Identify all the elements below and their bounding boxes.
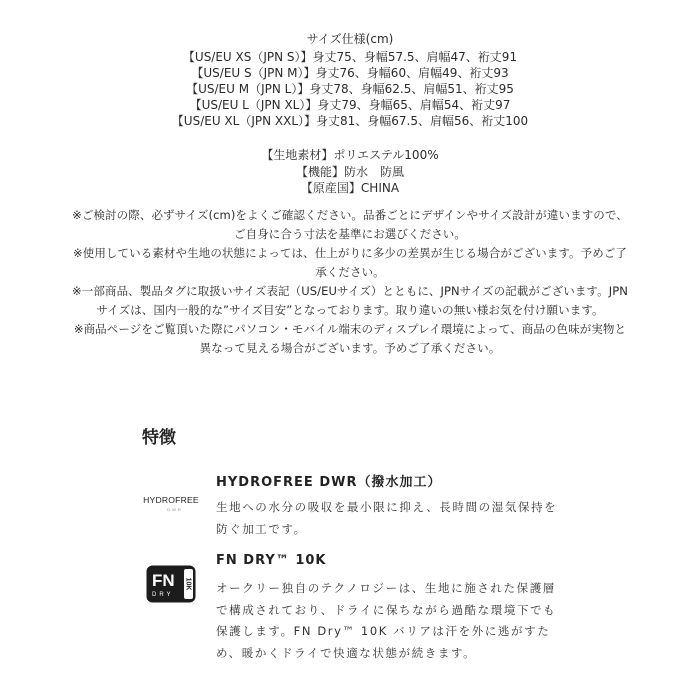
hydrofree-title: HYDROFREE DWR（撥水加工）: [216, 475, 442, 490]
fn-dry-logo-icon: [146, 565, 196, 603]
hydrofree-logo-text: HYDROFREE: [143, 495, 199, 505]
hydrofree-description: 生地への水分の吸収を最小限に抑え、長時間の湿気保持を防ぐ加工です。: [216, 500, 558, 536]
origin-line: 【原産国】CHINA: [300, 181, 400, 195]
function-line: 【機能】防水 防風: [295, 164, 404, 179]
notes-section: [70, 206, 630, 358]
hydrofree-logo-sub: DWR: [167, 507, 183, 512]
size-row-s: 【US/EU S（JPN M）】身丈76、身幅60、肩幅49、裄丈93: [191, 66, 509, 80]
size-row-l: 【US/EU L（JPN XL）】身丈79、身幅65、肩幅54、裄丈97: [189, 98, 511, 112]
note-size-check: ※ご検討の際、必ずサイズ(cm)をよくご確認ください。品番ごとにデザインやサイズ設計が違いますので、ご自身に合う寸法を基準にお選びください。: [72, 208, 628, 241]
material-info: [0, 147, 700, 197]
size-row-xl: 【US/EU XL（JPN XXL）】身丈81、身幅67.5、肩幅56、裄丈100: [171, 114, 529, 128]
material-line: 【生地素材】ポリエステル100%: [261, 148, 439, 162]
fn-dry-logo-sub: DRY: [152, 592, 174, 598]
note-jpn-size: ※一部商品、製品タグに取扱いサイズ表記（US/EUサイズ）とともに、JPNサイズの記載がございます。JPNサイズは、国内一般的な”サイズ目安”となっております。取り違いの無い様お気を付け願います。: [72, 284, 628, 317]
note-display-color: ※商品ページをご覧頂いた際にパソコン・モバイル端末のディスプレイ環境によって、商品の色味が実物と異なって見える場合がございます。予めご了承ください。: [73, 322, 627, 355]
note-material-variance: ※使用している素材や生地の状態によっては、仕上がりに多少の差異が生じる場合がございます。予めご了承ください。: [72, 246, 627, 279]
size-row-xs: 【US/EU XS（JPN S）】身丈75、身幅57.5、肩幅47、裄丈91: [182, 50, 518, 64]
fn-dry-title: FN DRY™ 10K: [216, 553, 327, 568]
fn-dry-logo-badge: 10K: [184, 577, 192, 591]
hydrofree-logo-icon: [140, 492, 202, 514]
fn-dry-logo-text: FN: [152, 571, 175, 590]
size-row-m: 【US/EU M（JPN L）】身丈78、身幅62.5、肩幅51、裄丈95: [186, 82, 514, 96]
features-heading: 特徴: [142, 428, 176, 448]
size-spec-title: サイズ仕様(cm): [306, 32, 394, 46]
fn-dry-description: オークリー独自のテクノロジーは、生地に施された保護層で構成されており、ドライに保ちながら過酷な環境下でも保護します。FN Dry™ 10K バリアは汗を外に逃がすため、暖かくドライで快適な状態が続きます。: [216, 581, 557, 660]
size-list: [0, 49, 700, 129]
